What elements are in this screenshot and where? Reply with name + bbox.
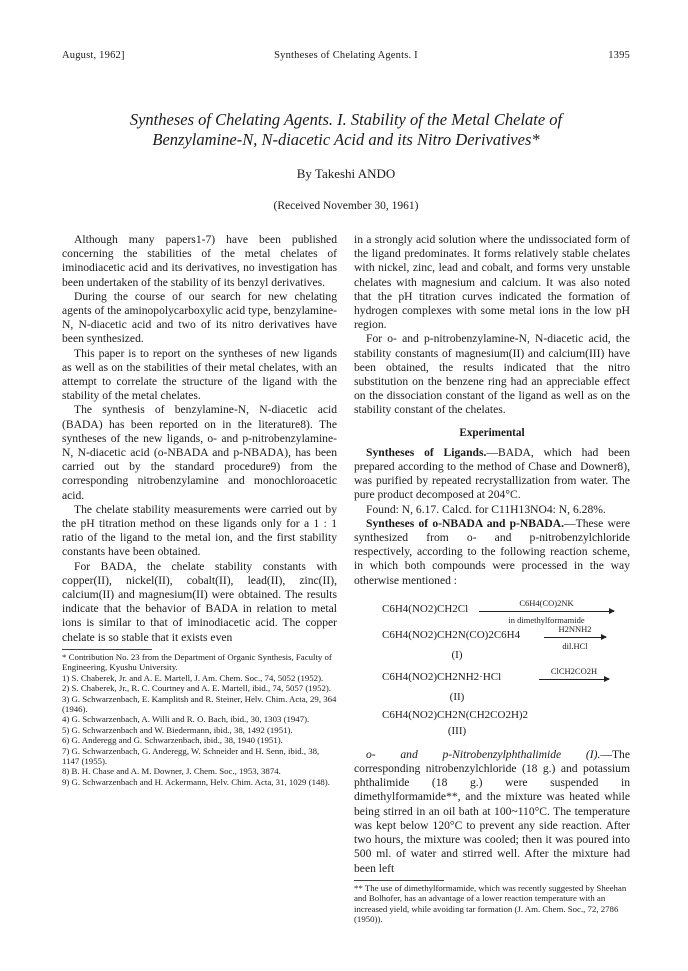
paragraph <box>354 748 630 876</box>
paragraph <box>354 517 630 588</box>
footnote: 4) G. Schwarzenbach, A. Willi and R. O. Bach, ibid., 30, 1303 (1947). <box>62 714 310 725</box>
paragraph: This paper is to report on the syntheses of new ligands as well as on the stabilities of their metal chelates, with an attempt to correlate the structure of the ligand with the stability of the metal chelates. <box>62 346 337 403</box>
arrow-icon <box>479 611 614 612</box>
formula: C6H4(NO2)CH2N(CH2CO2H)2 <box>382 708 529 721</box>
reagent: ClCH2CO2H <box>550 665 598 676</box>
paragraph: For o- and p-nitrobenzylamine-N, N-diacetic acid, the stability constants of magnesium(II) and calcium(III) have been obtained, the results indicated that the nitro substitution on the benzene ring had an appreciable effect on the dissociation constant of the ligand as well as on the stability constant of the chelates. <box>354 332 630 417</box>
footnote: 9) G. Schwarzenbach and H. Ackermann, Helv. Chim. Acta, 31, 1029 (148). <box>62 776 330 787</box>
scheme-step <box>354 706 630 724</box>
paragraph: During the course of our search for new chelating agents of the aminopolycarboxylic acid type, benzylamine-N, N-diacetic acid and two of its nitro derivatives have been synthesized. <box>62 289 337 346</box>
footnote: 5) G. Schwarzenbach and W. Biedermann, ibid., 38, 1492 (1951). <box>62 724 293 735</box>
scheme-step <box>354 596 630 625</box>
paragraph-text: —These were synthesized from o- and p-nitrobenzylchloride respectively, according to the following reaction scheme, in which both compounds were processed in the way otherwise mentioned : <box>354 516 631 587</box>
footnote: ** The use of dimethylformamide, which was recently suggested by Sheehan and Bolhofer, has an advantage of a lower reaction temperature with an increased yield, while avoiding tar formation (J. Am. Chem. Soc., 72, 2786 (1950)). <box>354 882 627 924</box>
paragraph: For BADA, the chelate stability constants with copper(II), nickel(II), cobalt(II), lead(II), zinc(II), calcium(II) and magnesium(II) were obtained. The results indicate that the behavior of BADA in relation to metal ions is similar to that of iminodiacetic acid. The copper chelate is so stable that it exists even <box>62 559 337 644</box>
footnote-divider <box>62 649 152 650</box>
scheme-step <box>354 664 630 690</box>
title-line-1: Syntheses of Chelating Agents. I. Stability of the Metal Chelate of <box>129 110 563 129</box>
header-title: Syntheses of Chelating Agents. I <box>274 50 418 61</box>
reaction-scheme <box>354 596 630 740</box>
scheme-step <box>354 622 630 651</box>
footnote: 3) G. Schwarzenbach, E. Kamplitsh and R. Steiner, Helv. Chim. Acta, 29, 364 (1946). <box>62 693 337 714</box>
right-column <box>354 233 630 924</box>
footnote-divider <box>354 880 444 881</box>
page-number: 1395 <box>608 50 630 61</box>
footnote: 7) G. Schwarzenbach, G. Anderegg, W. Schneider and H. Senn, ibid., 38, 1147 (1955). <box>62 745 320 766</box>
condition: dil.HCl <box>562 640 588 651</box>
received-date: (Received November 30, 1961) <box>273 200 419 212</box>
paragraph-text: —The corresponding nitrobenzylchloride (18 g.) and potassium phthalimide (18 g.) were suspended in dimethylformamide**, and the mixture was heated while being stirred in an oil bath at 100~110°C. The temperature was kept below 120°C to prevent any side reaction. After two hours, the mixture was cooled; then it was poured into 500 ml. of water and stirred well. After the mixture had been left <box>354 747 630 875</box>
reagent: C6H4(CO)2NK <box>519 597 574 608</box>
paragraph <box>354 446 630 503</box>
subsection-head: Syntheses of Ligands. <box>366 445 487 459</box>
subsection-head: o- and p-Nitrobenzylphthalimide (I). <box>366 747 601 761</box>
compound-label: (III) <box>447 724 467 737</box>
paragraph: The chelate stability measurements were carried out by the pH titration method on these ligands only for a 1 : 1 ratio of the ligand to the metal ion, and the first stability constants have been obtained. <box>62 502 337 559</box>
formula: C6H4(NO2)CH2NH2·HCl <box>382 670 502 683</box>
experimental-heading: Experimental <box>459 426 525 439</box>
paragraph: Although many papers1-7) have been published concerning the stabilities of the metal chelates of iminodiacetic acid and its derivatives, no investigation has been undertaken of the stability of its benzyl derivatives. <box>62 233 337 289</box>
subsection-head: Syntheses of o-NBADA and p-NBADA. <box>366 516 565 530</box>
paragraph-text: —BADA, which had been prepared according to the method of Chase and Downer8), was purified by repeated recrystallization from water. The pure product decomposed at 204°C. <box>354 445 630 502</box>
formula: C6H4(NO2)CH2N(CO)2C6H4 <box>382 628 521 641</box>
left-column <box>62 233 337 787</box>
header-date: August, 1962] <box>62 50 125 61</box>
footnote: 1) S. Chaberek, Jr. and A. E. Martell, J. Am. Chem. Soc., 74, 5052 (1952). <box>62 672 324 683</box>
footnote: 8) B. H. Chase and A. M. Downer, J. Chem. Soc., 1953, 3874. <box>62 766 281 777</box>
reagent: H2NNH2 <box>558 623 592 634</box>
author: By Takeshi ANDO <box>296 166 396 181</box>
title-line-2: Benzylamine-N, N-diacetic Acid and its Nitro Derivatives* <box>152 130 540 149</box>
footnotes <box>62 652 337 787</box>
formula: C6H4(NO2)CH2Cl <box>382 602 469 615</box>
analysis-line: Found: N, 6.17. Calcd. for C11H13NO4: N, 6.28%. <box>366 502 606 516</box>
article-title <box>62 110 630 150</box>
paragraph: in a strongly acid solution where the undissociated form of the ligand predominates. It forms relatively stable chelates with nickel, zinc, lead and cobalt, and forms very unstable chelates with magnesium and calcium. It was also noted that the pH titration curves indicated the formation of hydrogen complexes with some metal ions in the low pH region. <box>354 233 630 332</box>
paragraph: The synthesis of benzylamine-N, N-diacetic acid (BADA) has been reported on in the literature8). The syntheses of the new ligands, o- and p-nitrobenzylamine-N, N-diacetic acid (o-NBADA and p-NBADA), has been carried out by the standard procedure9) from the corresponding nitrobenzylamine and monochloroacetic acid. <box>62 403 337 502</box>
reaction-arrow <box>544 622 606 653</box>
arrow-icon <box>544 637 606 638</box>
compound-label: (II) <box>449 690 465 703</box>
reaction-arrow <box>539 664 609 681</box>
compound-label: (I) <box>451 648 463 661</box>
condition: in dimethylformamide <box>508 614 585 625</box>
footnote: 6) G. Anderegg and G. Schwarzenbach, ibid., 38, 1940 (1951). <box>62 735 283 746</box>
footnote: 2) S. Chaberek, Jr., R. C. Courtney and A. E. Martell, ibid., 74, 5057 (1952). <box>62 683 332 694</box>
footnote: * Contribution No. 23 from the Department of Organic Synthesis, Faculty of Engineering, Kyushu University. <box>62 651 332 673</box>
arrow-icon <box>539 679 609 680</box>
